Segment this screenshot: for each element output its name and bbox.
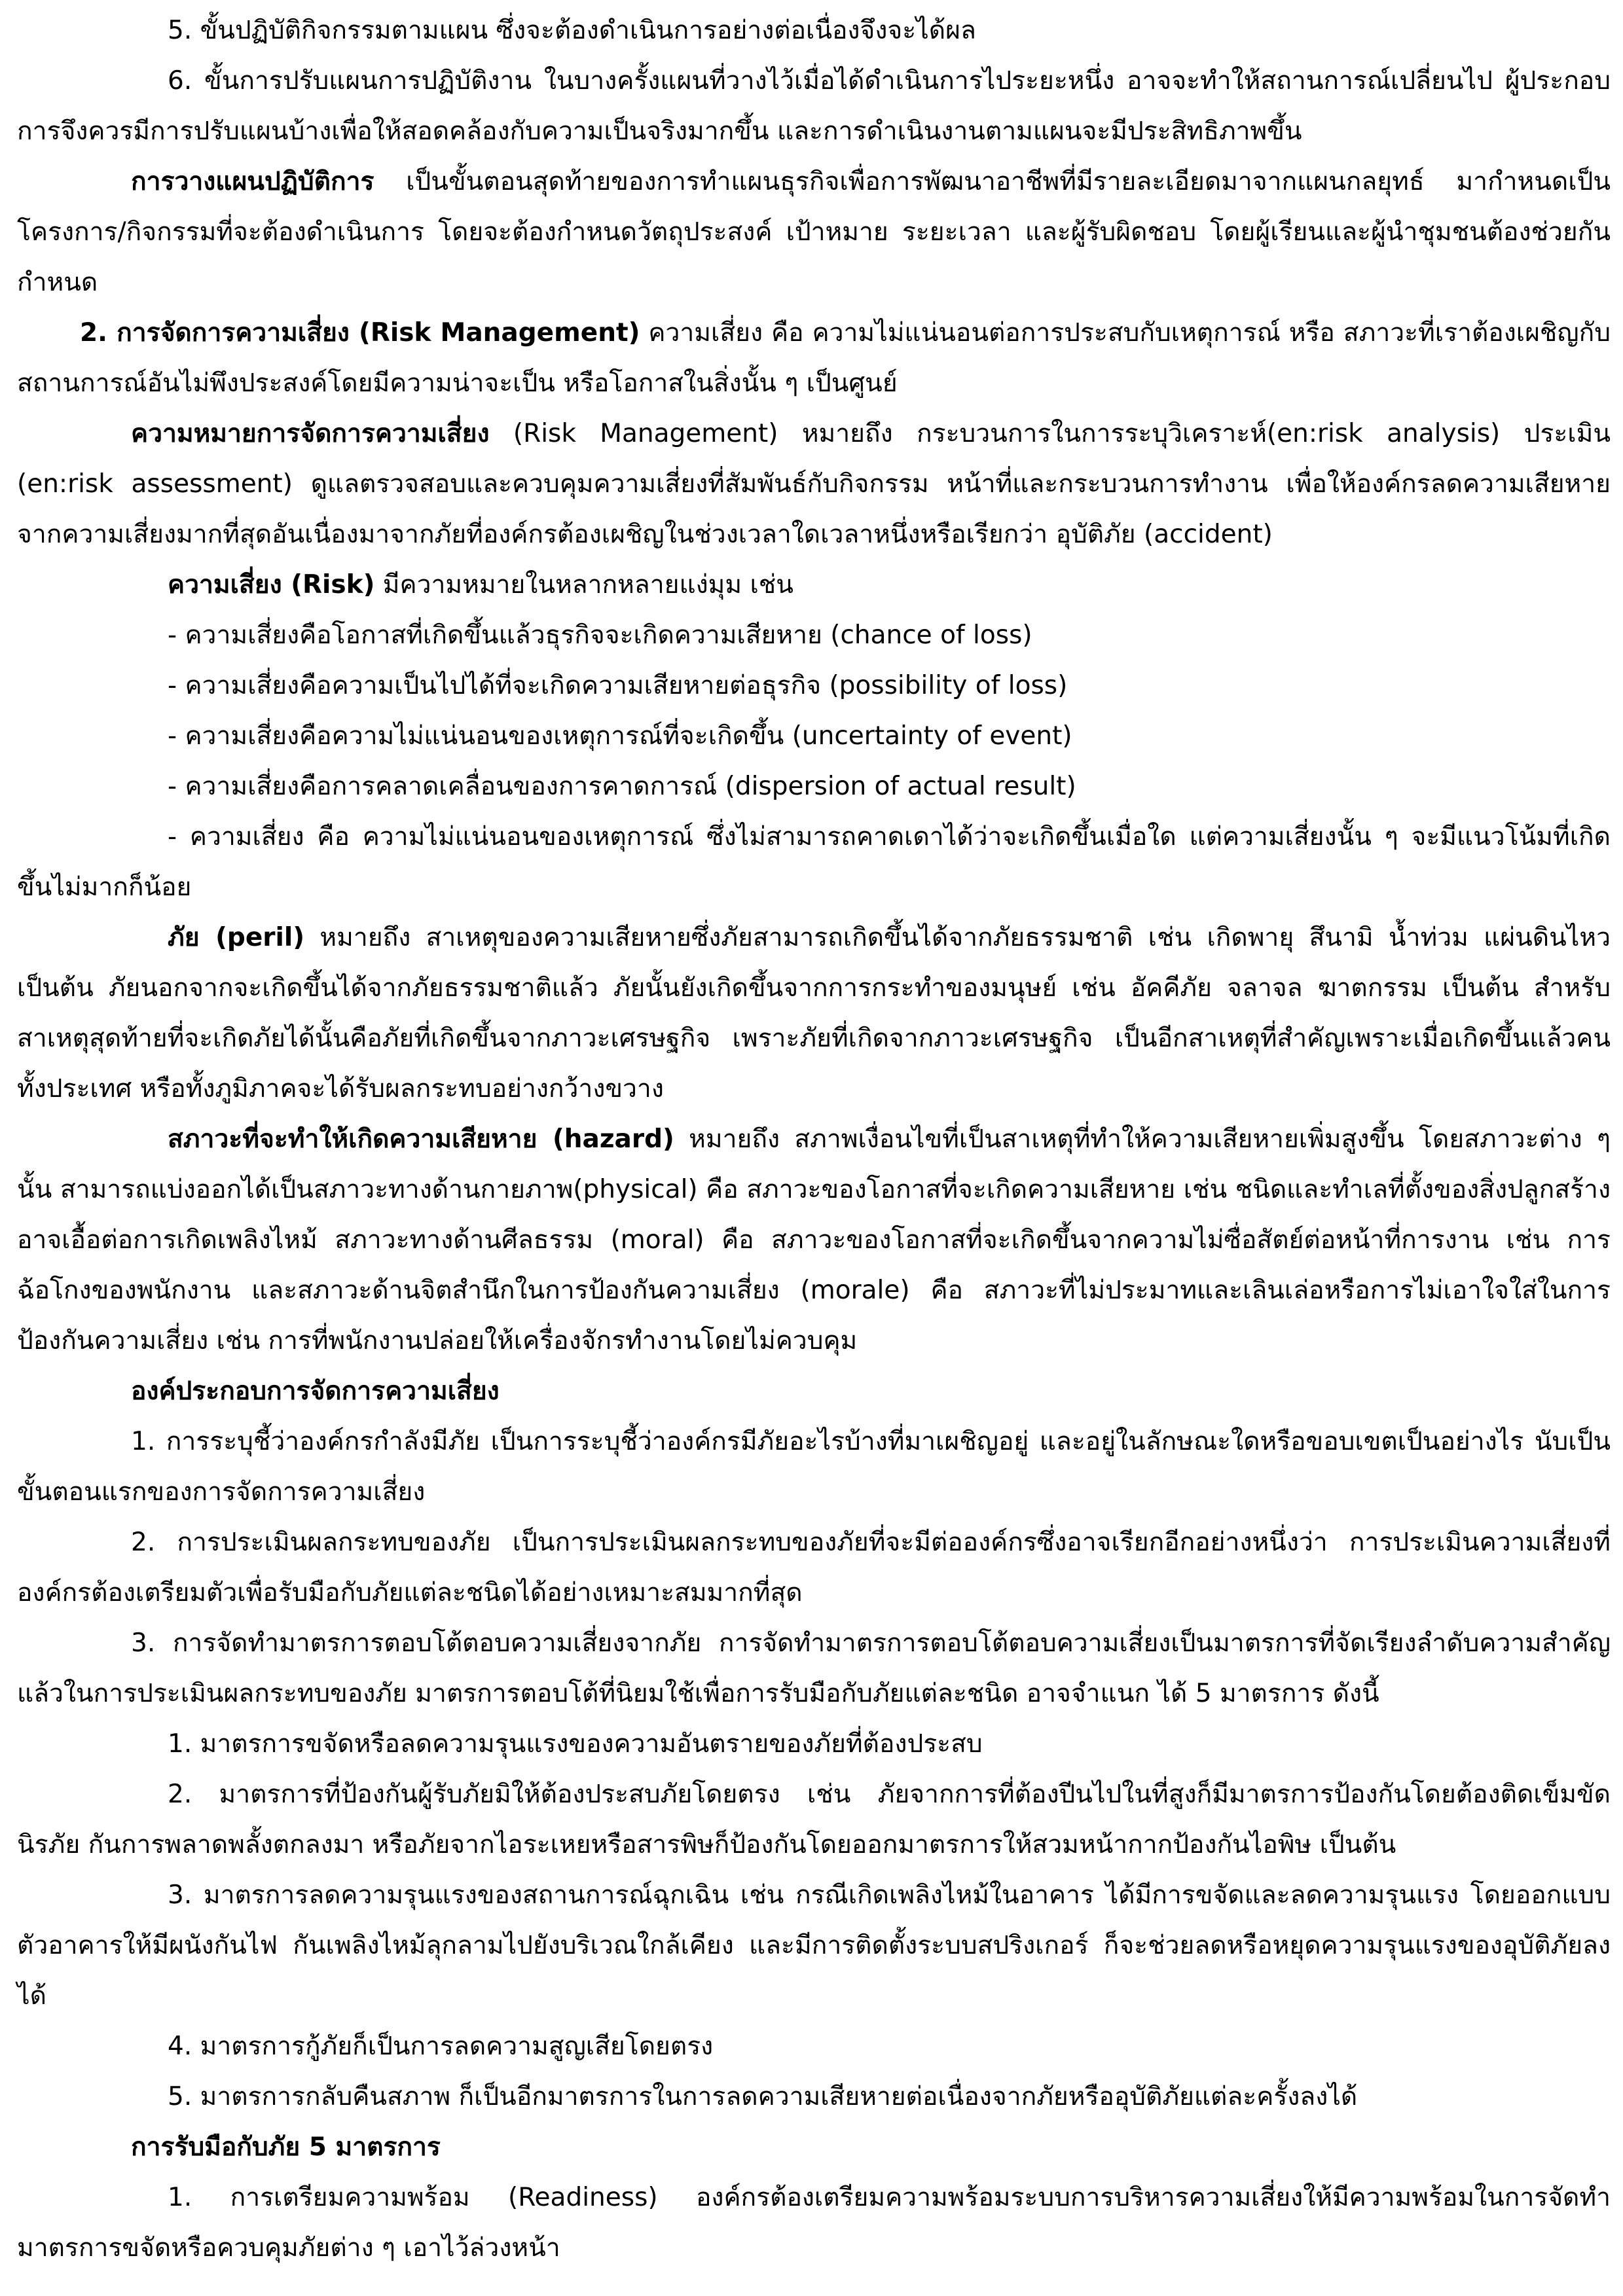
- risk-meaning-intro: [17, 560, 1611, 610]
- component-1: 1. การระบุชี้ว่าองค์กรกำลังมีภัย เป็นการระบุชี้ว่าองค์กรมีภัยอะไรบ้างที่มาเผชิญอยู่ และอยู่ในลักษณะใดหรือขอบเขตเป็นอย่างไร นับเป็นขั้นตอนแรกของการจัดการความเสี่ยง: [17, 1427, 1611, 1507]
- response-1: 1. การเตรียมความพร้อม (Readiness) องค์กรต้องเตรียมความพร้อมระบบการบริหารความเสี่ยงให้มีความพร้อมในการจัดทำมาตรการขจัดหรือควบคุมภัยต่าง ๆ เอาไว้ล่วงหน้า: [17, 2183, 1611, 2263]
- component-3: 3. การจัดทำมาตรการตอบโต้ตอบความเสี่ยงจากภัย การจัดทำมาตรการตอบโต้ตอบความเสี่ยงเป็นมาตรการที่จัดเรียงลำดับความสำคัญแล้วในการประเมินผลกระทบของภัย มาตรการตอบโต้ที่นิยมใช้เพื่อการรับมือกับภัยแต่ละชนิด อาจจำแนก ได้ 5 มาตรการ ดังนี้: [17, 1628, 1611, 1708]
- measure-5: 5. มาตรการกลับคืนสภาพ ก็เป็นอีกมาตรการในการลดความเสียหายต่อเนื่องจากภัยหรืออุบัติภัยแต่ละครั้งลงได้: [168, 2082, 1358, 2111]
- document-page: [17, 5, 1611, 2273]
- risk-item: - ความเสี่ยงคือความไม่แน่นอนของเหตุการณ์ที่จะเกิดขึ้น (uncertainty of event): [168, 721, 1072, 751]
- risk-management-definition: [17, 408, 1611, 560]
- plan-step-5: 5. ขั้นปฏิบัติกิจกรรมตามแผน ซึ่งจะต้องดำเนินการอย่างต่อเนื่องจึงจะได้ผล: [168, 16, 976, 45]
- risk-management-heading-paragraph: [17, 308, 1611, 408]
- action-plan-term: การวางแผนปฏิบัติการ: [131, 167, 374, 196]
- measure-3: 3. มาตรการลดความรุนแรงของสถานการณ์ฉุกเฉิน เช่น กรณีเกิดเพลิงไหม้ในอาคาร ได้มีการขจัดและลดความรุนแรง โดยออกแบบตัวอาคารให้มีผนังกันไฟ กันเพลิงไหม้ลุกลามไปยังบริเวณใกล้เคียง และมีการติดตั้งระบบสปริงเกอร์ ก็จะช่วยลดหรือหยุดความรุนแรงของอุบัติภัยลงได้: [17, 1880, 1611, 2011]
- risk-item: - ความเสี่ยงคือโอกาสที่เกิดขึ้นแล้วธุรกิจจะเกิดความเสียหาย (chance of loss): [168, 620, 1032, 650]
- risk-components-heading: องค์ประกอบการจัดการความเสี่ยง: [131, 1376, 500, 1406]
- hazard-paragraph: [17, 1114, 1611, 1366]
- hazard-text: หมายถึง สภาพเงื่อนไขที่เป็นสาเหตุที่ทำให้ความเสียหายเพิ่มสูงขึ้น โดยสภาวะต่าง ๆ นั้น สามารถแบ่งออกได้เป็นสภาวะทางด้านกายภาพ(physical) คือ สภาวะของโอกาสที่จะเกิดความเสียหาย เช่น ชนิดและทำเลที่ตั้งของสิ่งปลูกสร้าง อาจเอื้อต่อการเกิดเพลิงไหม้ สภาวะทางด้านศีลธรรม (moral) คือ สภาวะของโอกาสที่จะเกิดขึ้นจากความไม่ซื่อสัตย์ต่อหน้าที่การงาน เช่น การฉ้อโกงของพนักงาน และสภาวะด้านจิตสำนึกในการป้องกันความเสี่ยง (morale) คือ สภาวะที่ไม่ประมาทและเลินเล่อหรือการไม่เอาใจใส่ในการป้องกันความเสี่ยง เช่น การที่พนักงานปล่อยให้เครื่องจักรทำงานโดยไม่ควบคุม: [17, 1124, 1611, 1355]
- risk-item-uncertainty: - ความเสี่ยง คือ ความไม่แน่นอนของเหตุการณ์ ซึ่งไม่สามารถคาดเดาได้ว่าจะเกิดขึ้นเมื่อใด แต่ความเสี่ยงนั้น ๆ จะมีแนวโน้มที่เกิดขึ้นไม่มากก็น้อย: [17, 822, 1611, 902]
- peril-term: ภัย (peril): [168, 923, 305, 952]
- measure-1: 1. มาตรการขจัดหรือลดความรุนแรงของความอันตรายของภัยที่ต้องประสบ: [168, 1729, 983, 1759]
- risk-item: - ความเสี่ยงคือการคลาดเคลื่อนของการคาดการณ์ (dispersion of actual result): [168, 772, 1076, 801]
- hazard-response-heading: การรับมือกับภัย 5 มาตรการ: [131, 2132, 441, 2162]
- hazard-term: สภาวะที่จะทำให้เกิดความเสียหาย (hazard): [168, 1124, 674, 1154]
- peril-paragraph: [17, 912, 1611, 1114]
- action-plan-text: เป็นขั้นตอนสุดท้ายของการทำแผนธุรกิจเพื่อการพัฒนาอาชีพที่มีรายละเอียดมาจากแผนกลยุทธ์ มากำหนดเป็นโครงการ/กิจกรรมที่จะต้องดำเนินการ โดยจะต้องกำหนดวัตถุประสงค์ เป้าหมาย ระยะเวลา และผู้รับผิดชอบ โดยผู้เรียนและผู้นำชุมชนต้องช่วยกันกำหนด: [17, 167, 1611, 297]
- risk-term: ความเสี่ยง (Risk): [168, 570, 375, 600]
- risk-management-intro: ความเสี่ยง คือ ความไม่แน่นอนต่อการประสบกับเหตุการณ์ หรือ สภาวะที่เราต้องเผชิญกับสถานการณ์อันไม่พึงประสงค์โดยมีความน่าจะเป็น หรือโอกาสในสิ่งนั้น ๆ เป็นศูนย์: [17, 318, 1611, 398]
- peril-text: หมายถึง สาเหตุของความเสียหายซึ่งภัยสามารถเกิดขึ้นได้จากภัยธรรมชาติ เช่น เกิดพายุ สึนามิ น้ำท่วม แผ่นดินไหว เป็นต้น ภัยนอกจากจะเกิดขึ้นได้จากภัยธรรมชาติแล้ว ภัยนั้นยังเกิดขึ้นจากการกระทำของมนุษย์ เช่น อัคคีภัย จลาจล ฆาตกรรม เป็นต้น สำหรับสาเหตุสุดท้ายที่จะเกิดภัยได้นั้นคือภัยที่เกิดขึ้นจากภาวะเศรษฐกิจ เพราะภัยที่เกิดจากภาวะเศรษฐกิจ เป็นอีกสาเหตุที่สำคัญเพราะเมื่อเกิดขึ้นแล้วคนทั้งประเทศ หรือทั้งภูมิภาคจะได้รับผลกระทบอย่างกว้างขวาง: [17, 923, 1611, 1103]
- risk-item: - ความเสี่ยงคือความเป็นไปได้ที่จะเกิดความเสียหายต่อธุรกิจ (possibility of loss): [168, 671, 1068, 700]
- component-2: 2. การประเมินผลกระทบของภัย เป็นการประเมินผลกระทบของภัยที่จะมีต่อองค์กรซึ่งอาจเรียกอีกอย่างหนึ่งว่า การประเมินความเสี่ยงที่องค์กรต้องเตรียมตัวเพื่อรับมือกับภัยแต่ละชนิดได้อย่างเหมาะสมมากที่สุด: [17, 1528, 1611, 1607]
- plan-step-6: 6. ขั้นการปรับแผนการปฏิบัติงาน ในบางครั้งแผนที่วางไว้เมื่อได้ดำเนินการไประยะหนึ่ง อาจจะทำให้สถานการณ์เปลี่ยนไป ผู้ประกอบการจึงควรมีการปรับแผนบ้างเพื่อให้สอดคล้องกับความเป็นจริงมากขึ้น และการดำเนินงานตามแผนจะมีประสิทธิภาพขึ้น: [17, 66, 1611, 146]
- risk-meaning-text: มีความหมายในหลากหลายแง่มุม เช่น: [374, 570, 793, 600]
- risk-management-heading: 2. การจัดการความเสี่ยง (Risk Management): [80, 318, 640, 348]
- risk-management-definition-text: (Risk Management) หมายถึง กระบวนการในการระบุวิเคราะห์(en:risk analysis) ประเมิน (en:risk assessment) ดูแลตรวจสอบและควบคุมความเสี่ยงที่สัมพันธ์กับกิจกรรม หน้าที่และกระบวนการทำงาน เพื่อให้องค์กรลดความเสียหายจากความเสี่ยงมากที่สุดอันเนื่องมาจากภัยที่องค์กรต้องเผชิญในช่วงเวลาใดเวลาหนึ่งหรือเรียกว่า อุบัติภัย (accident): [17, 419, 1611, 549]
- measure-2: 2. มาตรการที่ป้องกันผู้รับภัยมิให้ต้องประสบภัยโดยตรง เช่น ภัยจากการที่ต้องปีนไปในที่สูงก็มีมาตรการป้องกันโดยต้องติดเข็มขัดนิรภัย กันการพลาดพลั้งตกลงมา หรือภัยจากไอระเหยหรือสารพิษก็ป้องกันโดยออกมาตรการให้สวมหน้ากากป้องกันไอพิษ เป็นต้น: [17, 1780, 1611, 1859]
- measure-4: 4. มาตรการกู้ภัยก็เป็นการลดความสูญเสียโดยตรง: [168, 2032, 714, 2061]
- risk-management-definition-term: ความหมายการจัดการความเสี่ยง: [131, 419, 490, 448]
- action-plan-paragraph: [17, 156, 1611, 308]
